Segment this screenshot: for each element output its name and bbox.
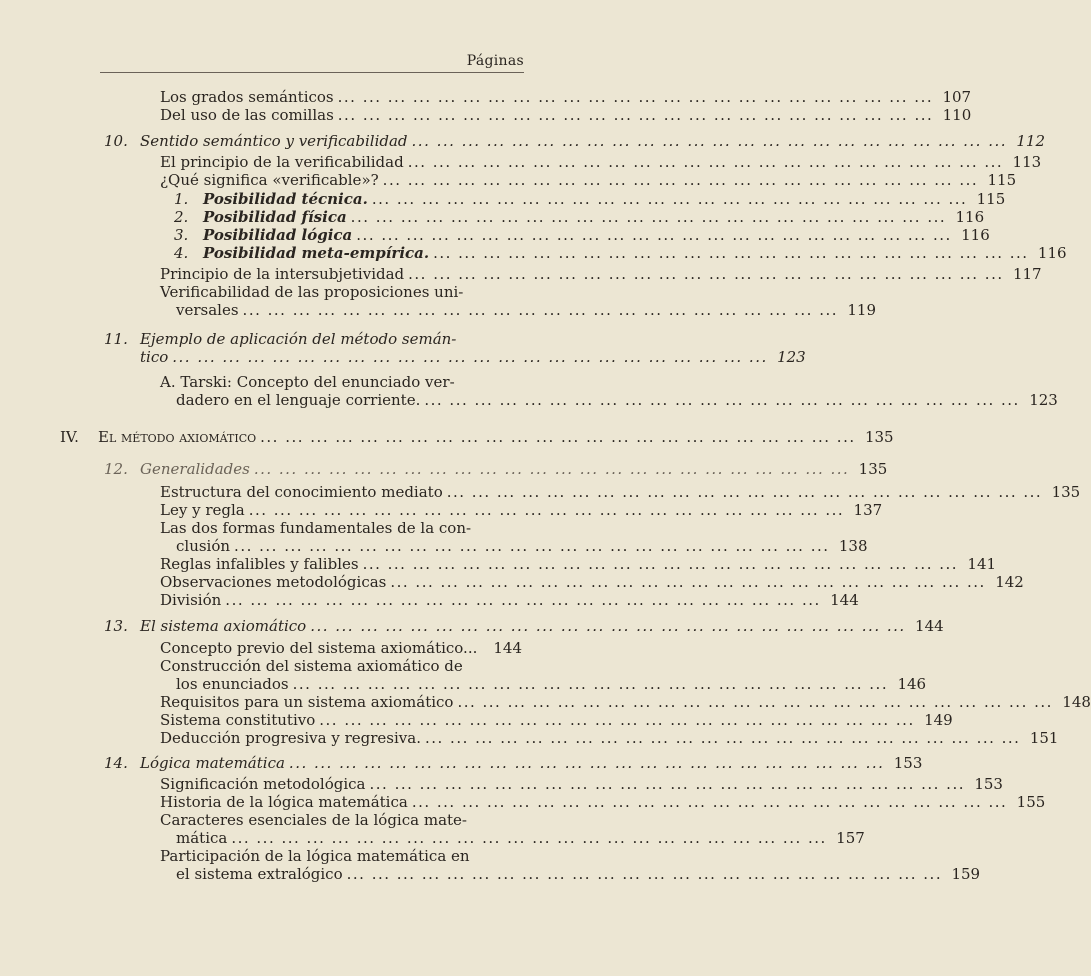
toc-entry: Requisitos para un sistema axiomático ... ... ... ... ... ... ... ... ... ... ... ... ... ... ... ... ... ... ... ... ... ... ... ... 148 bbox=[160, 693, 1091, 711]
toc-section: tico ... ... ... ... ... ... ... ... ... ... ... ... ... ... ... ... ... ... ... ... ... ... ... ... 123 bbox=[140, 348, 806, 366]
section-number: 10. bbox=[104, 132, 128, 150]
toc-section: El sistema axiomático ... ... ... ... ... ... ... ... ... ... ... ... ... ... ... ... ... ... ... ... ... ... ... ... 144 bbox=[140, 617, 944, 635]
header-rule bbox=[100, 72, 524, 73]
toc-entry: Principio de la intersubjetividad ... ... ... ... ... ... ... ... ... ... ... ... ... ... ... ... ... ... ... ... ... ... ... ... 117 bbox=[160, 265, 1042, 283]
toc-entry: Los grados semánticos ... ... ... ... ... ... ... ... ... ... ... ... ... ... ... ... ... ... ... ... ... ... ... ... 107 bbox=[160, 88, 972, 106]
toc-entry-line: Participación de la lógica matemática en bbox=[160, 847, 470, 865]
toc-section: Lógica matemática ... ... ... ... ... ... ... ... ... ... ... ... ... ... ... ... ... ... ... ... ... ... ... ... 153 bbox=[140, 754, 923, 772]
section-number: 14. bbox=[104, 754, 128, 772]
page-column-header: Páginas bbox=[466, 53, 524, 69]
toc-entry: Ley y regla ... ... ... ... ... ... ... ... ... ... ... ... ... ... ... ... ... ... ... ... ... ... ... ... 137 bbox=[160, 501, 883, 519]
toc-entry: Posibilidad física ... ... ... ... ... ... ... ... ... ... ... ... ... ... ... ... ... ... ... ... ... ... ... ... 116 bbox=[203, 208, 985, 226]
section-number: 12. bbox=[104, 460, 128, 478]
section-number: 11. bbox=[104, 330, 128, 348]
toc-entry: División ... ... ... ... ... ... ... ... ... ... ... ... ... ... ... ... ... ... ... ... ... ... ... ... 144 bbox=[160, 591, 859, 609]
toc-entry: Sistema constitutivo ... ... ... ... ... ... ... ... ... ... ... ... ... ... ... ... ... ... ... ... ... ... ... ... 149 bbox=[160, 711, 953, 729]
toc-entry: Historia de la lógica matemática ... ... ... ... ... ... ... ... ... ... ... ... ... ... ... ... ... ... ... ... ... ... ... ... 155 bbox=[160, 793, 1046, 811]
toc-entry: El principio de la verificabilidad ... ... ... ... ... ... ... ... ... ... ... ... ... ... ... ... ... ... ... ... ... ... ... ... 113 bbox=[160, 153, 1042, 171]
toc-section: Generalidades ... ... ... ... ... ... ... ... ... ... ... ... ... ... ... ... ... ... ... ... ... ... ... ... 135 bbox=[140, 460, 888, 478]
toc-entry: Deducción progresiva y regresiva. ... ... ... ... ... ... ... ... ... ... ... ... ... ... ... ... ... ... ... ... ... ... ... ... 151 bbox=[160, 729, 1059, 747]
toc-chapter: El método axiomático ... ... ... ... ... ... ... ... ... ... ... ... ... ... ... ... ... ... ... ... ... ... ... ... 135 bbox=[98, 428, 894, 446]
toc-entry: Concepto previo del sistema axiomático... 144 bbox=[160, 639, 522, 657]
toc-entry-line: Construcción del sistema axiomático de bbox=[160, 657, 463, 675]
toc-entry: clusión ... ... ... ... ... ... ... ... ... ... ... ... ... ... ... ... ... ... ... ... ... ... ... ... 138 bbox=[176, 537, 868, 555]
toc-entry: el sistema extralógico ... ... ... ... ... ... ... ... ... ... ... ... ... ... ... ... ... ... ... ... ... ... ... ... 159 bbox=[176, 865, 981, 883]
toc-section-line: Ejemplo de aplicación del método semán- bbox=[140, 330, 457, 348]
toc-entry-line: A. Tarski: Concepto del enunciado ver- bbox=[160, 373, 455, 391]
toc-entry: Reglas infalibles y falibles ... ... ... ... ... ... ... ... ... ... ... ... ... ... ... ... ... ... ... ... ... ... ... ... 141 bbox=[160, 555, 997, 573]
toc-entry: Posibilidad lógica ... ... ... ... ... ... ... ... ... ... ... ... ... ... ... ... ... ... ... ... ... ... ... ... 116 bbox=[203, 226, 990, 244]
toc-entry: Significación metodológica ... ... ... ... ... ... ... ... ... ... ... ... ... ... ... ... ... ... ... ... ... ... ... ... 153 bbox=[160, 775, 1003, 793]
toc-entry: versales ... ... ... ... ... ... ... ... ... ... ... ... ... ... ... ... ... ... ... ... ... ... ... ... 119 bbox=[176, 301, 877, 319]
toc-entry: Observaciones metodológicas ... ... ... ... ... ... ... ... ... ... ... ... ... ... ... ... ... ... ... ... ... ... ... ... 142 bbox=[160, 573, 1024, 591]
item-number: 3. bbox=[174, 226, 189, 244]
chapter-number: IV. bbox=[60, 428, 79, 446]
item-number: 2. bbox=[174, 208, 189, 226]
toc-section: Sentido semántico y verificabilidad ... ... ... ... ... ... ... ... ... ... ... ... ... ... ... ... ... ... ... ... ... ... ... ... 112 bbox=[140, 132, 1045, 150]
toc-entry: Posibilidad técnica. ... ... ... ... ... ... ... ... ... ... ... ... ... ... ... ... ... ... ... ... ... ... ... ... 115 bbox=[203, 190, 1006, 208]
item-number: 4. bbox=[174, 244, 189, 262]
toc-entry: dadero en el lenguaje corriente. ... ... ... ... ... ... ... ... ... ... ... ... ... ... ... ... ... ... ... ... ... ... ... ... 123 bbox=[176, 391, 1058, 409]
item-number: 1. bbox=[174, 190, 189, 208]
toc-entry: Del uso de las comillas ... ... ... ... ... ... ... ... ... ... ... ... ... ... ... ... ... ... ... ... ... ... ... ... 110 bbox=[160, 106, 972, 124]
toc-entry-line: Verificabilidad de las proposiciones uni- bbox=[160, 283, 464, 301]
toc-entry: ¿Qué significa «verificable»? ... ... ... ... ... ... ... ... ... ... ... ... ... ... ... ... ... ... ... ... ... ... ... ... 115 bbox=[160, 171, 1017, 189]
toc-entry: mática ... ... ... ... ... ... ... ... ... ... ... ... ... ... ... ... ... ... ... ... ... ... ... ... 157 bbox=[176, 829, 865, 847]
toc-entry: Posibilidad meta-empírica. ... ... ... ... ... ... ... ... ... ... ... ... ... ... ... ... ... ... ... ... ... ... ... ... 116 bbox=[203, 244, 1067, 262]
toc-entry-line: Las dos formas fundamentales de la con- bbox=[160, 519, 472, 537]
toc-entry-line: Caracteres esenciales de la lógica mate- bbox=[160, 811, 467, 829]
toc-entry: Estructura del conocimiento mediato ... ... ... ... ... ... ... ... ... ... ... ... ... ... ... ... ... ... ... ... ... ... ... ... 135 bbox=[160, 483, 1081, 501]
toc-entry: los enunciados ... ... ... ... ... ... ... ... ... ... ... ... ... ... ... ... ... ... ... ... ... ... ... ... 146 bbox=[176, 675, 927, 693]
section-number: 13. bbox=[104, 617, 128, 635]
